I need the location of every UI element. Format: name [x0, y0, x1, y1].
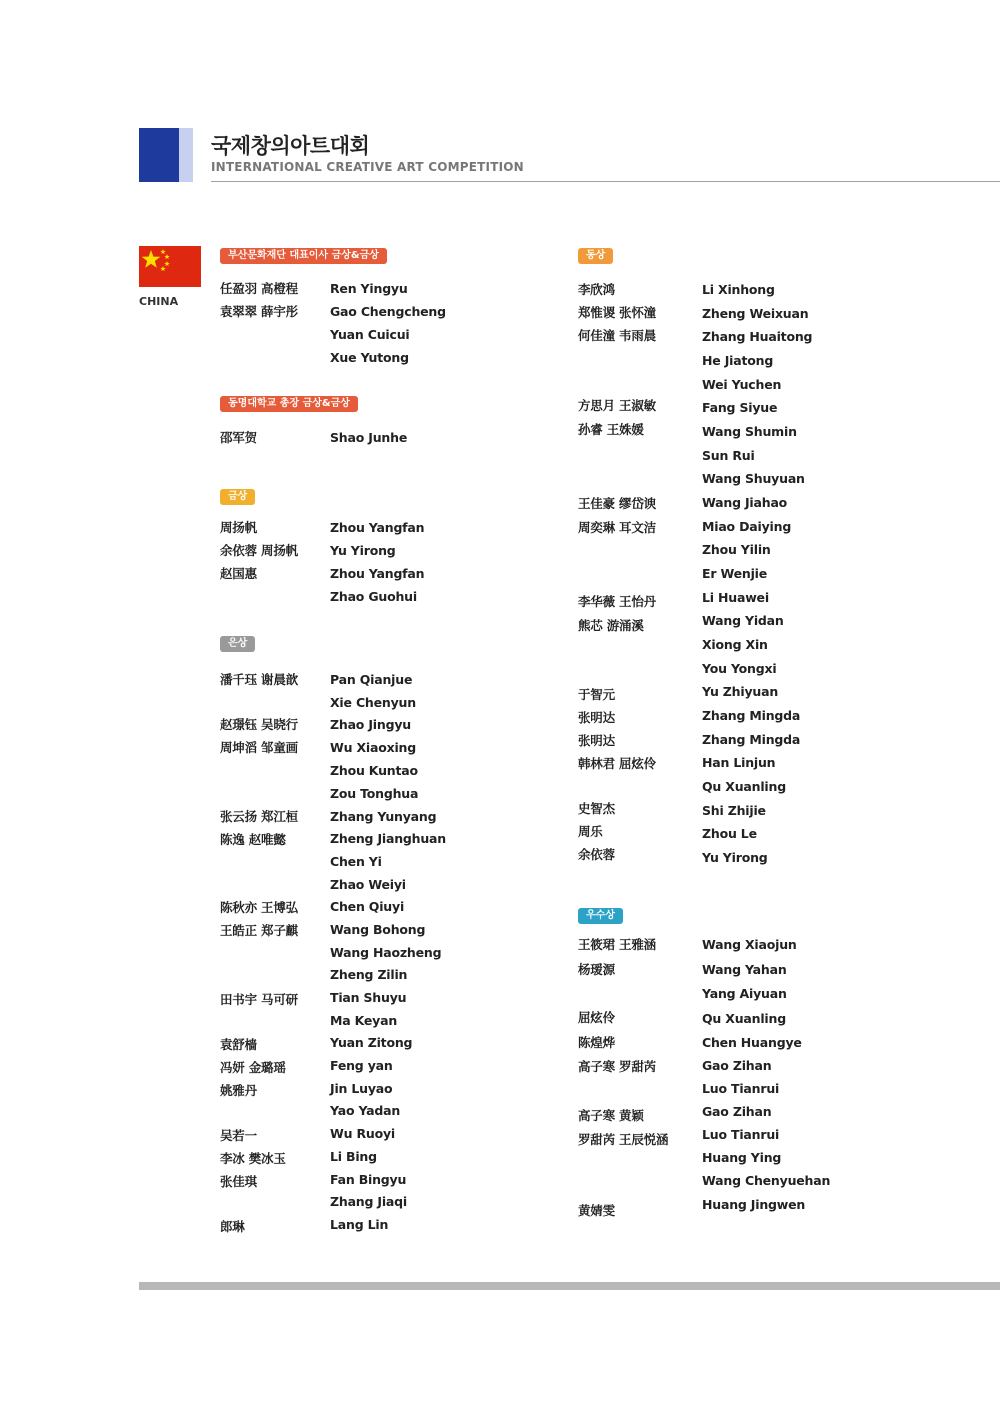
winner-cn: 张明达 — [578, 710, 615, 725]
winner-cn: 周扬帆 — [220, 520, 257, 535]
winner-en: Fang Siyue — [702, 400, 778, 415]
winner-cn: 陈逸 赵唯懿 — [220, 832, 286, 847]
winner-en: Wang Chenyuehan — [702, 1173, 831, 1188]
winner-cn: 任盈羽 高橙程 — [220, 281, 298, 296]
winner-en: Sun Rui — [702, 448, 755, 463]
winner-en: Qu Xuanling — [702, 1011, 786, 1026]
winner-en: Li Bing — [330, 1149, 377, 1164]
winner-cn: 袁舒樯 — [220, 1037, 257, 1052]
winner-en: Wang Haozheng — [330, 945, 442, 960]
winner-en: Zhou Le — [702, 826, 757, 841]
winner-en: Yuan Cuicui — [330, 327, 410, 342]
winner-cn: 何佳潼 韦雨晨 — [578, 328, 656, 343]
winner-cn: 潘千珏 谢晨歆 — [220, 672, 298, 687]
winner-en: Zhou Kuntao — [330, 763, 418, 778]
winner-cn: 余依蓉 — [578, 847, 615, 862]
winner-cn: 史智杰 — [578, 801, 615, 816]
winner-en: Wang Yahan — [702, 962, 787, 977]
winner-cn: 方思月 王淑敏 — [578, 398, 656, 413]
winner-en: Luo Tianrui — [702, 1127, 780, 1142]
winner-en: Chen Yi — [330, 854, 382, 869]
winner-cn: 余依蓉 周扬帆 — [220, 543, 298, 558]
winner-en: Gao Zihan — [702, 1058, 772, 1073]
winner-en: Zhou Yangfan — [330, 566, 425, 581]
winner-en: Pan Qianjue — [330, 672, 413, 687]
winner-cn: 高子寒 罗甜芮 — [578, 1059, 656, 1074]
winner-en: Gao Zihan — [702, 1104, 772, 1119]
winner-cn: 屈炫伶 — [578, 1010, 615, 1025]
page-title-korean: 국제창의아트대회 — [211, 134, 370, 158]
winner-cn: 李欣鸿 — [578, 282, 615, 297]
winner-en: Li Xinhong — [702, 282, 775, 297]
winner-en: Wang Yidan — [702, 613, 784, 628]
logo-dark-block — [139, 128, 179, 182]
award-badge-silver: 은상 — [220, 636, 255, 652]
winner-cn: 王皓正 郑子麒 — [220, 923, 298, 938]
winner-en: Wang Shuyuan — [702, 471, 805, 486]
winner-en: Yuan Zitong — [330, 1035, 413, 1050]
winner-en: Er Wenjie — [702, 566, 768, 581]
winner-cn: 郑惟谡 张怀潼 — [578, 305, 656, 320]
winner-en: He Jiatong — [702, 353, 774, 368]
winner-cn: 周奕琳 耳文洁 — [578, 520, 656, 535]
award-badge-gold: 금상 — [220, 489, 255, 505]
winner-en: Tian Shuyu — [330, 990, 407, 1005]
winner-en: Shi Zhijie — [702, 803, 766, 818]
award-badge-president-gold: 부산문화재단 대표이사 금상&금상 — [220, 248, 387, 264]
winner-en: Miao Daiying — [702, 519, 792, 534]
winner-en: Feng yan — [330, 1058, 393, 1073]
winner-en: Wang Shumin — [702, 424, 797, 439]
winner-en: Zhang Huaitong — [702, 329, 813, 344]
winner-cn: 张明达 — [578, 733, 615, 748]
winner-en: You Yongxi — [702, 661, 777, 676]
winner-en: Wang Bohong — [330, 922, 426, 937]
winner-en: Chen Huangye — [702, 1035, 802, 1050]
winner-cn: 赵璟钰 吴晓行 — [220, 717, 298, 732]
winner-en: Zhang Jiaqi — [330, 1194, 407, 1209]
award-badge-excellence: 우수상 — [578, 908, 623, 924]
winner-en: Shao Junhe — [330, 430, 408, 445]
winner-cn: 孙睿 王姝媛 — [578, 422, 644, 437]
winner-en: Wang Jiahao — [702, 495, 788, 510]
winner-cn: 于智元 — [578, 687, 615, 702]
winner-cn: 张云扬 郑江桓 — [220, 809, 298, 824]
winner-en: Qu Xuanling — [702, 779, 786, 794]
winner-en: Li Huawei — [702, 590, 769, 605]
winner-en: Zhao Guohui — [330, 589, 417, 604]
winner-cn: 黄婧雯 — [578, 1203, 615, 1218]
winner-en: Zheng Jianghuan — [330, 831, 446, 846]
winner-cn: 熊芯 游涌溪 — [578, 618, 644, 633]
header-divider — [211, 181, 1000, 182]
winner-en: Zou Tonghua — [330, 786, 419, 801]
winner-en: Zhou Yilin — [702, 542, 771, 557]
winner-en: Wei Yuchen — [702, 377, 782, 392]
winner-cn: 邵军贺 — [220, 430, 257, 445]
winner-cn: 韩林君 屈炫伶 — [578, 756, 656, 771]
footer-bar — [139, 1282, 1000, 1290]
winner-en: Yu Yirong — [330, 543, 396, 558]
winner-en: Wu Xiaoxing — [330, 740, 416, 755]
winner-cn: 冯妍 金璐瑶 — [220, 1060, 286, 1075]
winner-en: Yang Aiyuan — [702, 986, 787, 1001]
winner-en: Zhang Mingda — [702, 732, 801, 747]
winner-en: Han Linjun — [702, 755, 776, 770]
winner-cn: 王筱珺 王雅涵 — [578, 937, 656, 952]
winner-en: Zhao Jingyu — [330, 717, 411, 732]
winner-en: Zheng Weixuan — [702, 306, 809, 321]
winner-en: Xie Chenyun — [330, 695, 416, 710]
winner-en: Xue Yutong — [330, 350, 409, 365]
logo-light-block — [179, 128, 193, 182]
winner-cn: 田书宇 马可研 — [220, 992, 298, 1007]
winner-en: Xiong Xin — [702, 637, 768, 652]
winner-en: Fan Bingyu — [330, 1172, 407, 1187]
winner-en: Zhou Yangfan — [330, 520, 425, 535]
winner-en: Wang Xiaojun — [702, 937, 797, 952]
winner-en: Zhao Weiyi — [330, 877, 406, 892]
winner-cn: 吴若一 — [220, 1128, 257, 1143]
winner-en: Gao Chengcheng — [330, 304, 446, 319]
winner-cn: 陈秋亦 王博弘 — [220, 900, 298, 915]
winner-en: Huang Jingwen — [702, 1197, 806, 1212]
winner-en: Ma Keyan — [330, 1013, 398, 1028]
winner-cn: 王佳豪 缪岱谀 — [578, 496, 656, 511]
winner-cn: 李冰 樊冰玉 — [220, 1151, 286, 1166]
page-title-english: INTERNATIONAL CREATIVE ART COMPETITION — [211, 160, 524, 174]
winner-en: Chen Qiuyi — [330, 899, 405, 914]
winner-cn: 张佳琪 — [220, 1174, 257, 1189]
winner-cn: 袁翠翠 薛宇彤 — [220, 304, 298, 319]
winner-en: Yu Yirong — [702, 850, 768, 865]
winner-en: Jin Luyao — [330, 1081, 393, 1096]
winner-en: Yao Yadan — [330, 1103, 401, 1118]
winner-cn: 杨瑷源 — [578, 962, 615, 977]
winner-cn: 高子寒 黄颖 — [578, 1108, 644, 1123]
winner-en: Ren Yingyu — [330, 281, 408, 296]
winner-en: Lang Lin — [330, 1217, 389, 1232]
award-badge-bronze: 동상 — [578, 248, 613, 264]
winner-en: Luo Tianrui — [702, 1081, 780, 1096]
winner-en: Zhang Yunyang — [330, 809, 437, 824]
winner-cn: 周坤滔 邹童画 — [220, 740, 298, 755]
winner-cn: 周乐 — [578, 824, 603, 839]
winner-cn: 姚雅丹 — [220, 1083, 257, 1098]
winner-cn: 陈煌烨 — [578, 1035, 615, 1050]
winner-cn: 郎琳 — [220, 1219, 245, 1234]
award-badge-university-gold: 동명대학교 총장 금상&금상 — [220, 396, 358, 412]
winner-cn: 李华薇 王怡丹 — [578, 594, 656, 609]
winner-en: Zhang Mingda — [702, 708, 801, 723]
winner-en: Zheng Zilin — [330, 967, 408, 982]
winner-cn: 罗甜芮 王辰悦涵 — [578, 1132, 669, 1147]
winner-cn: 赵国惠 — [220, 566, 257, 581]
china-flag-icon — [139, 246, 201, 287]
winner-en: Yu Zhiyuan — [702, 684, 779, 699]
country-label: CHINA — [139, 295, 179, 308]
winner-en: Huang Ying — [702, 1150, 782, 1165]
winner-en: Wu Ruoyi — [330, 1126, 395, 1141]
